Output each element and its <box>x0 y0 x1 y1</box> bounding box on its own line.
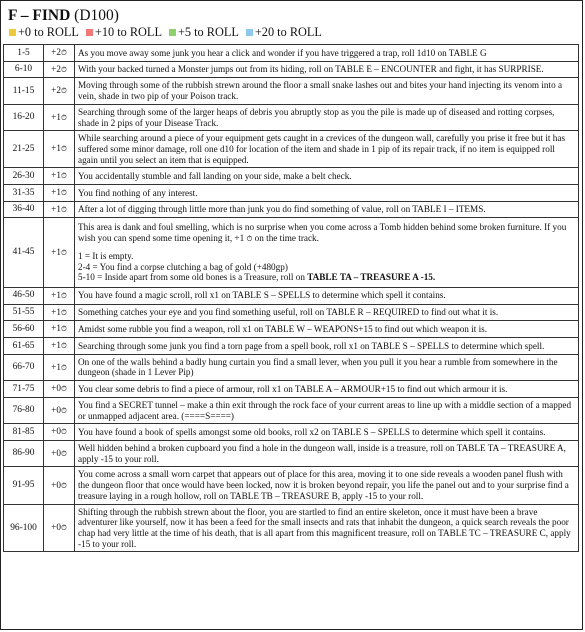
time-modifier-value: +1 <box>51 143 61 154</box>
table-row <box>4 287 579 304</box>
roll-range: 71-75 <box>4 381 44 398</box>
table-row <box>4 304 579 321</box>
table-row <box>4 201 579 218</box>
table-row <box>4 61 579 78</box>
table-row <box>4 321 579 338</box>
clock-icon: ⏱ <box>60 427 67 437</box>
result-description: Moving through some of the rubbish strewn around the floor a small snake lashes out and bites your hand injecting its venom into a vein, shade in two pip of your Poison track. <box>75 78 579 104</box>
time-modifier-value: +1 <box>51 361 61 372</box>
header <box>1 1 582 44</box>
tomb-option-3-table: TABLE TA – TREASURE A -15. <box>307 272 436 283</box>
result-description: As you move away some junk you hear a click and wonder if you have triggered a trap, roll 1d10 on TABLE G <box>75 45 579 62</box>
tomb-text: This area is dank and foul smelling, which is no surprise when you come across a Tomb hidden behind some broken furniture. If you wish you can spend some time opening it, +1 <box>78 222 567 244</box>
result-description: You have found a book of spells amongst some old books, roll x2 on TABLE S – SPELLS to determine which spell it contains. <box>75 424 579 441</box>
roll-range: 11-15 <box>4 78 44 104</box>
time-modifier <box>44 338 75 355</box>
clock-icon: ⏱ <box>60 341 67 351</box>
roll-range: 16-20 <box>4 104 44 130</box>
result-description: With your backed turned a Monster jumps out from its hiding, roll on TABLE E – ENCOUNTER and fight, it has SURPRISE. <box>75 61 579 78</box>
clock-icon: ⏱ <box>60 362 67 372</box>
roll-range: 76-80 <box>4 397 44 423</box>
result-description: Searching through some junk you find a torn page from a spell book, roll x1 on TABLE S – SPELLS to determine which spell. <box>75 338 579 355</box>
result-description: You find a SECRET tunnel – make a thin exit through the rock face of your current areas to line up with a middle section of a mapped or unmapped adjacent area. (====S====) <box>75 397 579 423</box>
time-modifier <box>44 321 75 338</box>
clock-icon: ⏱ <box>60 448 67 458</box>
time-modifier <box>44 424 75 441</box>
time-modifier <box>44 397 75 423</box>
tomb-option-3: 5-10 = Inside apart from some old bones is a Treasure, roll on <box>78 272 308 283</box>
tomb-text-end: on the time track. <box>252 233 319 244</box>
clock-icon: ⏱ <box>60 64 67 74</box>
time-modifier-value: +0 <box>51 479 61 490</box>
legend-label: +10 to ROLL <box>94 25 162 39</box>
table-row <box>4 397 579 423</box>
clock-icon: ⏱ <box>60 384 67 394</box>
result-description: While searching around a piece of your equipment gets caught in a crevices of the dungeon wall, carefully you prise it free but it has suffered some minor damage, roll one d10 for location of the item and shade in 1 pip of its repair track, if no item is equipped roll again until you select an item that is equipped. <box>75 131 579 168</box>
time-modifier <box>44 201 75 218</box>
clock-icon: ⏱ <box>60 523 67 533</box>
time-modifier-value: +2 <box>51 47 61 57</box>
legend-swatch-icon <box>9 29 16 36</box>
clock-icon: ⏱ <box>60 405 67 415</box>
table-row <box>4 504 579 552</box>
time-modifier-value: +0 <box>51 404 61 415</box>
result-description: Shifting through the rubbish strewn about the floor, you are startled to find an entire skeleton, once it must have been a brave adventurer like yourself, now it has been a feed for the small insects and rats that inhabit the dungeon, a quick search reveals the poor chap had very little at the time of his death, that is all apart from this magnificent treasure, roll on TABLE TC – TREASURE C, apply -15 to your roll. <box>75 504 579 552</box>
roll-range: 61-65 <box>4 338 44 355</box>
roll-range: 1-5 <box>4 45 44 62</box>
time-modifier <box>44 131 75 168</box>
table-row <box>4 168 579 185</box>
table-row <box>4 218 579 288</box>
time-modifier-value: +1 <box>51 246 61 257</box>
clock-icon: ⏱ <box>60 188 67 198</box>
time-modifier-value: +0 <box>51 522 61 533</box>
table-row <box>4 78 579 104</box>
time-modifier <box>44 185 75 202</box>
time-modifier-value: +1 <box>51 187 61 198</box>
roll-range: 91-95 <box>4 467 44 504</box>
time-modifier-value: +1 <box>51 306 61 317</box>
result-description <box>75 218 579 288</box>
roll-range: 41-45 <box>4 218 44 288</box>
time-modifier <box>44 304 75 321</box>
time-modifier-value: +0 <box>51 426 61 437</box>
legend-item <box>168 25 239 39</box>
clock-icon: ⏱ <box>60 480 67 490</box>
roll-range: 31-35 <box>4 185 44 202</box>
clock-icon: ⏱ <box>60 247 67 257</box>
clock-icon: ⏱ <box>60 204 67 214</box>
result-description: Amidst some rubble you find a weapon, roll x1 on TABLE W – WEAPONS+15 to find out which weapon it is. <box>75 321 579 338</box>
table-row <box>4 440 579 466</box>
roll-range: 6-10 <box>4 61 44 78</box>
legend-item <box>245 25 322 39</box>
roll-range: 96-100 <box>4 504 44 552</box>
time-modifier <box>44 287 75 304</box>
legend-item <box>8 25 79 39</box>
time-modifier <box>44 61 75 78</box>
roll-range: 51-55 <box>4 304 44 321</box>
result-description: After a lot of digging through little more than junk you do find something of value, roll on TABLE I – ITEMS. <box>75 201 579 218</box>
table-row <box>4 424 579 441</box>
clock-icon: ⏱ <box>60 171 67 181</box>
time-modifier-value: +2 <box>51 85 61 96</box>
result-description: Something catches your eye and you find something useful, roll on TABLE R – REQUIRED to find out what it is. <box>75 304 579 321</box>
clock-icon: ⏱ <box>60 307 67 317</box>
title-suffix: (D100) <box>70 7 119 24</box>
legend-item <box>85 25 162 39</box>
legend-label: +0 to ROLL <box>18 25 79 39</box>
roll-range: 66-70 <box>4 354 44 380</box>
time-modifier <box>44 218 75 288</box>
table-row <box>4 338 579 355</box>
legend-swatch-icon <box>169 29 176 36</box>
clock-icon: ⏱ <box>60 144 67 154</box>
result-description: You have found a magic scroll, roll x1 on TABLE S – SPELLS to determine which spell it contains. <box>75 287 579 304</box>
legend-label: +20 to ROLL <box>254 25 322 39</box>
clock-icon: ⏱ <box>60 48 67 57</box>
time-modifier-value: +1 <box>51 203 61 214</box>
legend-label: +5 to ROLL <box>177 25 239 39</box>
time-modifier-value: +2 <box>51 63 61 74</box>
result-description: You come across a small worn carpet that appears out of place for this area, moving it to one side reveals a wooden panel flush with the dungeon floor that once would have been locked, now it is broken beyond repair, you life the panel out and to your surprise find a treasure laying in a rough hollow, roll on TABLE TB – TREASURE B, apply -15 to your roll. <box>75 467 579 504</box>
clock-icon: ⏱ <box>60 112 67 122</box>
tomb-option-1: 1 = It is empty. <box>78 250 134 261</box>
time-modifier-value: +1 <box>51 289 61 300</box>
title-letter: F – FIND <box>8 7 71 24</box>
table-row <box>4 185 579 202</box>
time-modifier-value: +1 <box>51 340 61 351</box>
clock-icon: ⏱ <box>60 86 67 96</box>
time-modifier-value: +1 <box>51 323 61 334</box>
legend-swatch-icon <box>246 29 253 36</box>
roll-range: 81-85 <box>4 424 44 441</box>
roll-range: 36-40 <box>4 201 44 218</box>
time-modifier <box>44 440 75 466</box>
time-modifier <box>44 45 75 62</box>
result-description: You clear some debris to find a piece of armour, roll x1 on TABLE A – ARMOUR+15 to find out which armour it is. <box>75 381 579 398</box>
table-row <box>4 45 579 62</box>
roll-range: 86-90 <box>4 440 44 466</box>
find-table <box>3 44 579 552</box>
table-row <box>4 104 579 130</box>
table-row <box>4 467 579 504</box>
time-modifier-value: +0 <box>51 383 61 394</box>
time-modifier-value: +0 <box>51 447 61 458</box>
table-row <box>4 354 579 380</box>
page-title <box>8 7 576 24</box>
clock-icon: ⏱ <box>60 290 67 300</box>
table-row <box>4 131 579 168</box>
result-description: You find nothing of any interest. <box>75 185 579 202</box>
roll-legend <box>8 25 576 40</box>
time-modifier-value: +1 <box>51 170 61 181</box>
time-modifier <box>44 504 75 552</box>
time-modifier <box>44 168 75 185</box>
time-modifier <box>44 467 75 504</box>
time-modifier <box>44 354 75 380</box>
time-modifier <box>44 381 75 398</box>
clock-icon: ⏱ <box>246 234 253 244</box>
roll-range: 46-50 <box>4 287 44 304</box>
time-modifier <box>44 104 75 130</box>
clock-icon: ⏱ <box>60 324 67 334</box>
roll-range: 21-25 <box>4 131 44 168</box>
roll-range: 26-30 <box>4 168 44 185</box>
roll-range: 56-60 <box>4 321 44 338</box>
result-description: Well hidden behind a broken cupboard you find a hole in the dungeon wall, inside is a treasure, roll on TABLE TA – TREASURE A, apply -15 to your roll. <box>75 440 579 466</box>
result-description: Searching through some of the larger heaps of debris you abruptly stop as you the pile is made up of diseased and rotting corpses, shade in 2 pips of your Disease Track. <box>75 104 579 130</box>
time-modifier <box>44 78 75 104</box>
time-modifier-value: +1 <box>51 111 61 122</box>
tomb-option-2: 2-4 = You find a corpse clutching a bag of gold (+480gp) <box>78 261 288 272</box>
table-row <box>4 381 579 398</box>
legend-swatch-icon <box>86 29 93 36</box>
result-description: You accidentally stumble and fall landing on your side, make a belt check. <box>75 168 579 185</box>
result-description: On one of the walls behind a badly hung curtain you find a small lever, when you pull it you hear a rumble from somewhere in the dungeon (shade in 1 Lever Pip) <box>75 354 579 380</box>
